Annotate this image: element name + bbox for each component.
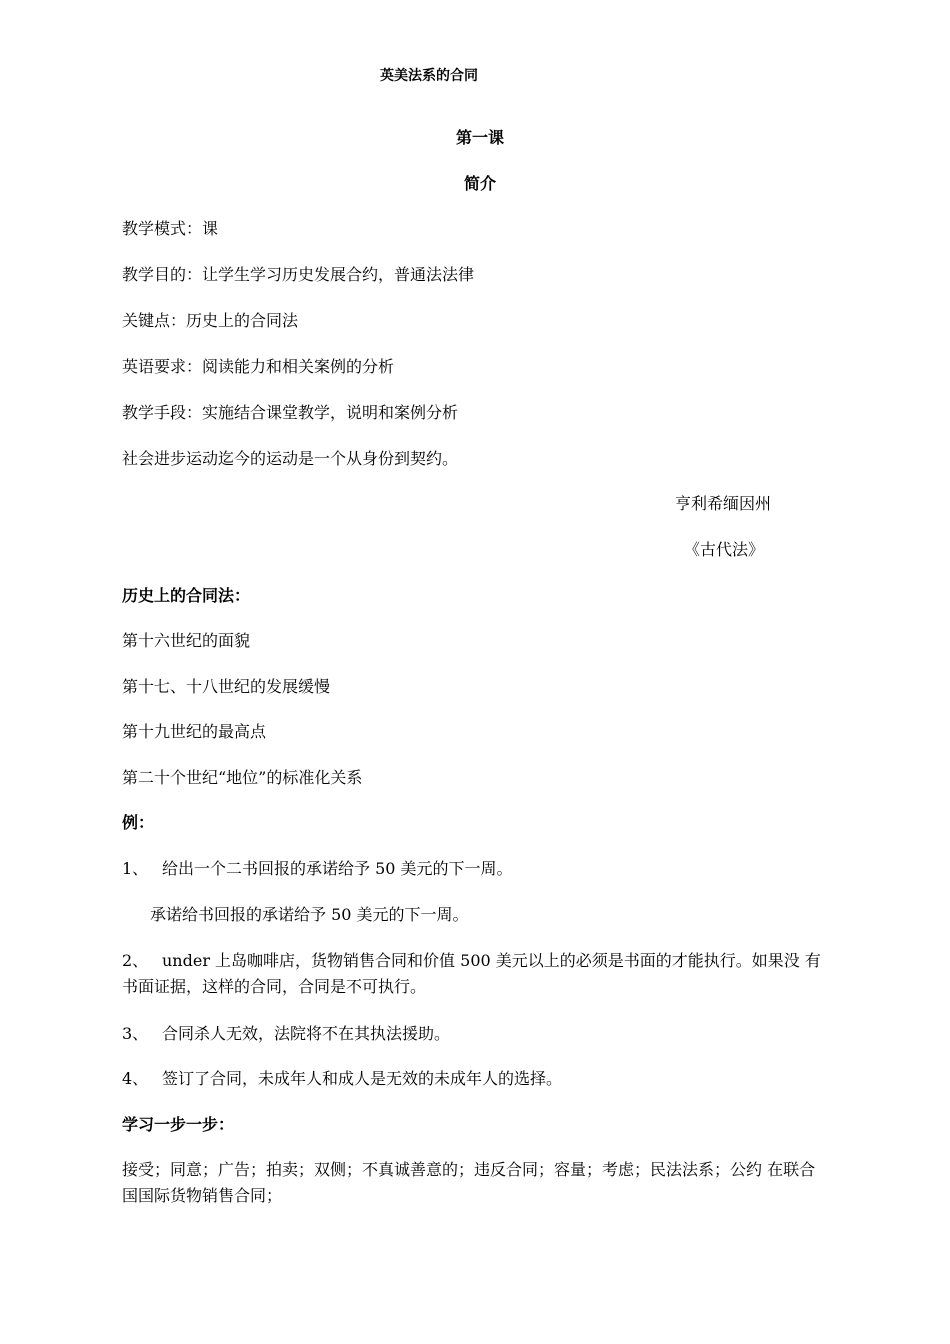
section-heading: 简介 <box>463 174 496 193</box>
example-item <box>122 948 828 1000</box>
info-key-points: 关键点：历史上的合同法 <box>122 311 299 330</box>
example-item <box>150 905 469 925</box>
lesson-heading: 第一课 <box>455 128 504 147</box>
example-number: 3、 <box>122 1024 149 1043</box>
quote-text: 社会进步运动迄今的运动是一个从身份到契约。 <box>122 449 459 468</box>
example-item <box>122 1069 562 1089</box>
example-number: 4、 <box>122 1069 149 1088</box>
example-text: 合同杀人无效，法院将不在其执法援助。 <box>162 1024 451 1043</box>
history-heading: 历史上的合同法： <box>122 586 251 605</box>
history-item: 第十九世纪的最高点 <box>122 722 267 741</box>
study-heading: 学习一步一步： <box>122 1115 235 1134</box>
info-mode: 教学模式：课 <box>122 219 219 238</box>
example-text: 给出一个二书回报的承诺给予 50 美元的下一周。 <box>162 859 513 878</box>
info-methods: 教学手段：实施结合课堂教学，说明和案例分析 <box>122 403 459 422</box>
history-item: 第十六世纪的面貌 <box>122 631 251 650</box>
example-number: 2、 <box>122 951 149 970</box>
document-title: 英美法系的合同 <box>380 68 478 84</box>
quote-author: 亨利希缅因州 <box>675 494 772 513</box>
info-goal: 教学目的：让学生学习历史发展合约，普通法法律 <box>122 265 475 284</box>
study-text: 接受；同意；广告；拍卖；双侧；不真诚善意的；违反合同；容量；考虑；民法法系；公约 在联合国国际货物销售合同； <box>122 1160 816 1205</box>
history-item: 第二十个世纪“地位”的标准化关系 <box>122 768 363 787</box>
quote-source: 《古代法》 <box>684 540 765 559</box>
history-item: 第十七、十八世纪的发展缓慢 <box>122 677 331 696</box>
example-number: 1、 <box>122 859 149 878</box>
example-text: 承诺给书回报的承诺给予 50 美元的下一周。 <box>150 905 469 924</box>
example-item <box>122 859 513 879</box>
examples-heading: 例： <box>122 813 155 832</box>
example-item <box>122 1024 450 1044</box>
info-english: 英语要求：阅读能力和相关案例的分析 <box>122 357 395 376</box>
example-text: under 上岛咖啡店，货物销售合同和价值 500 美元以上的必须是书面的才能执行。如果没 有书面证据，这样的合同，合同是不可执行。 <box>122 951 821 996</box>
example-text: 签订了合同，未成年人和成人是无效的未成年人的选择。 <box>162 1069 563 1088</box>
